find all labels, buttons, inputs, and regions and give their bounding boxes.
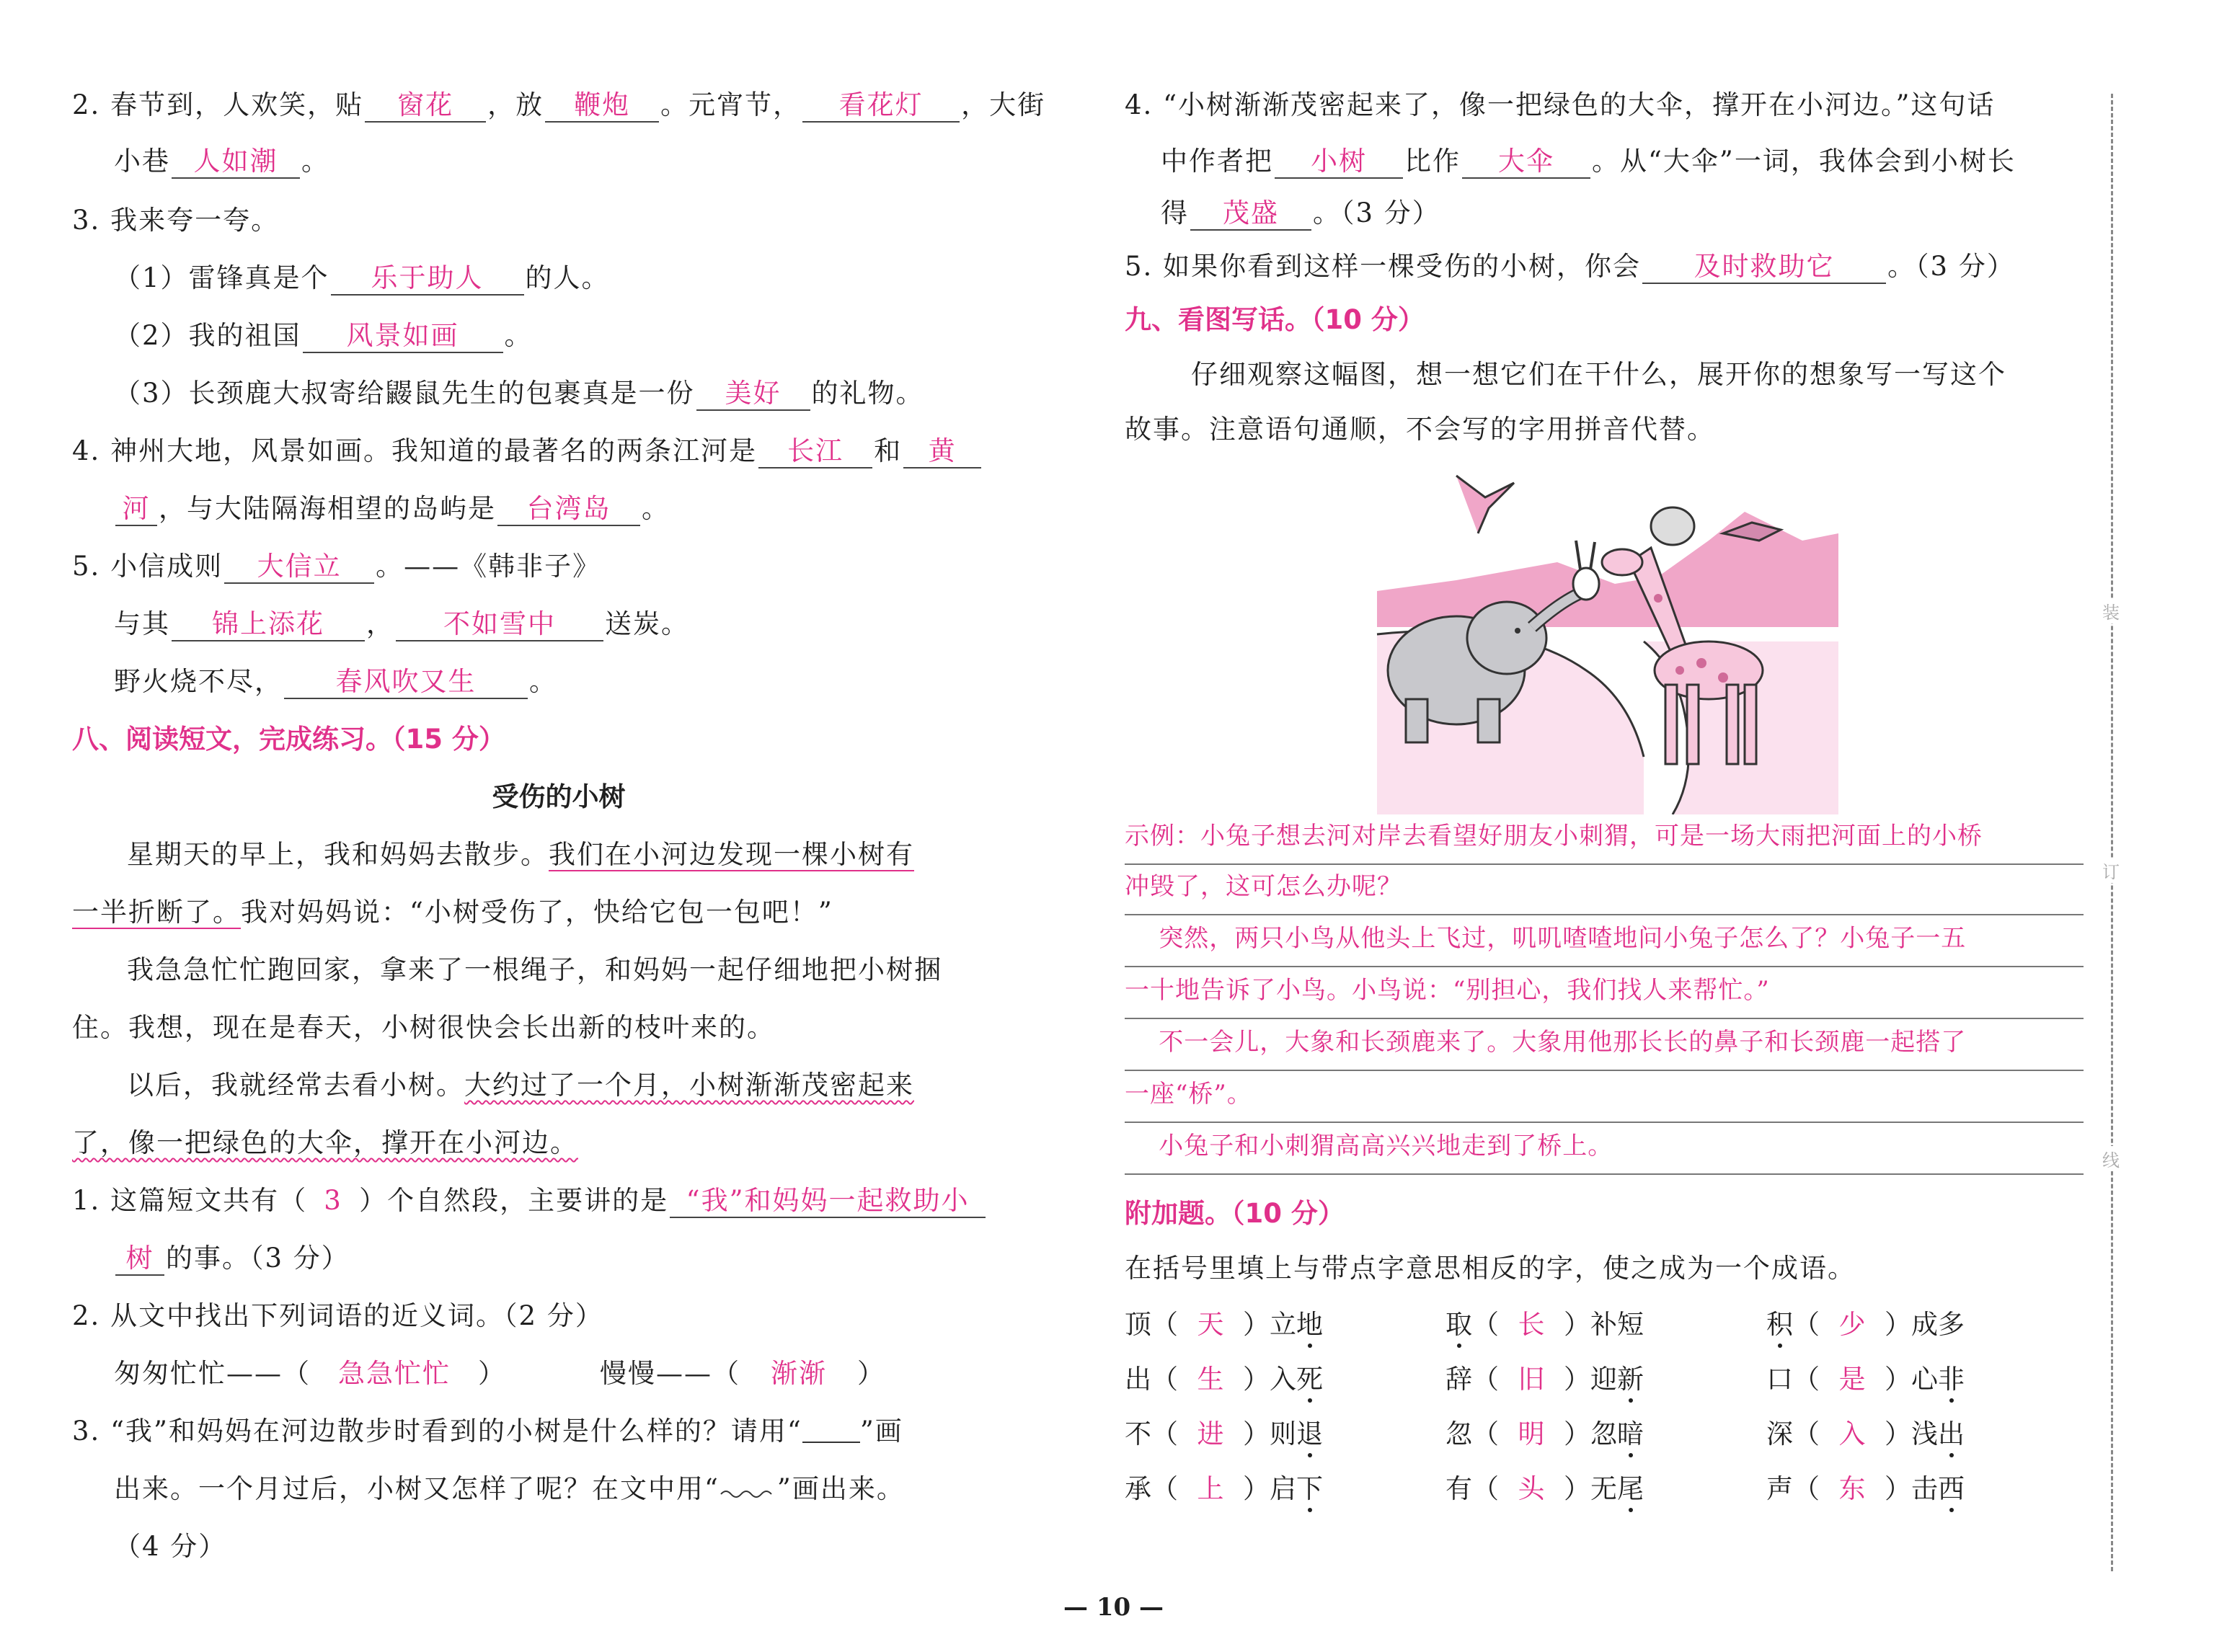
article-p1-line2: 一半折断了。我对妈妈说：“小树受伤了，快给它包一包吧！” bbox=[72, 897, 833, 928]
article-p2-line1: 我急急忙忙跑回家，拿来了一根绳子，和妈妈一起仔细地把小树捆 bbox=[127, 954, 942, 985]
writing-line-4: 一十地告诉了小鸟。小鸟说：“别担心，我们找人来帮忙。” bbox=[1125, 969, 2084, 1019]
q5-line2: 与其 锦上添花 ， 不如雪中 送炭。 bbox=[114, 607, 689, 641]
answer-blank: 及时救助它 bbox=[1642, 251, 1886, 284]
answer-blank: 乐于助人 bbox=[331, 262, 524, 296]
story-illustration bbox=[1370, 454, 1846, 814]
answer-blank: 长江 bbox=[758, 435, 872, 468]
q3-item3: （3）长颈鹿大叔寄给鼹鼠先生的包裹真是一份 美好 的礼物。 bbox=[114, 376, 924, 411]
idiom-item: 有（ 头 ）无尾 bbox=[1445, 1470, 1644, 1508]
answer-blank: 人如潮 bbox=[172, 146, 300, 179]
s8-q3-line1: 3. “我”和妈妈在河边散步时看到的小树是什么样的？请用“ ”画 bbox=[72, 1416, 903, 1447]
s9-instruction-2: 故事。注意语句通顺，不会写的字用拼音代替。 bbox=[1125, 414, 1715, 445]
section-9-title: 九、看图写话。（10 分） bbox=[1125, 304, 1425, 335]
writing-line-6: 一座“桥”。 bbox=[1125, 1073, 2084, 1123]
s8-q1-line2: 树 的事。（3 分） bbox=[114, 1241, 350, 1276]
answer-blank: 大信立 bbox=[224, 551, 374, 584]
s9-instruction-1: 仔细观察这幅图，想一想它们在干什么，展开你的想象写一写这个 bbox=[1191, 359, 2006, 390]
bonus-row bbox=[1125, 1416, 2091, 1453]
answer-blank: 窗花 bbox=[365, 89, 486, 123]
answer-text: 渐渐 bbox=[771, 1358, 827, 1389]
answer-blank: 河 bbox=[115, 493, 157, 526]
answer-blank: 春风吹又生 bbox=[284, 666, 528, 699]
article-title: 受伤的小树 bbox=[492, 781, 626, 812]
idiom-item: 辞（ 旧 ）迎新 bbox=[1445, 1361, 1644, 1398]
writing-line-3: 突然，两只小鸟从他头上飞过，叽叽喳喳地问小兔子怎么了？小兔子一五 bbox=[1125, 917, 2084, 967]
binding-label: 订 bbox=[2098, 858, 2124, 883]
bonus-row bbox=[1125, 1470, 2091, 1508]
answer-blank: 美好 bbox=[696, 378, 810, 411]
underlined-sentence: 我们在小河边发现一棵小树有 bbox=[549, 839, 914, 870]
bonus-row bbox=[1125, 1361, 2091, 1398]
r-q5: 5. 如果你看到这样一棵受伤的小树，你会 及时救助它 。（3 分） bbox=[1125, 249, 2015, 284]
q3-title: 3. 我来夸一夸。 bbox=[72, 205, 280, 236]
q2-line1: 2. 春节到，人欢笑，贴 窗花 ，放 鞭炮 。元宵节， 看花灯 ，大街 bbox=[72, 88, 1045, 123]
answer-blank: 茂盛 bbox=[1190, 197, 1311, 231]
page-number: — 10 — bbox=[1063, 1593, 1164, 1622]
answer-blank: 树 bbox=[115, 1243, 164, 1276]
bonus-instruction: 在括号里填上与带点字意思相反的字，使之成为一个成语。 bbox=[1125, 1253, 1856, 1284]
answer-blank: 大伞 bbox=[1462, 146, 1590, 179]
section-8-title: 八、阅读短文，完成练习。（15 分） bbox=[72, 724, 505, 755]
article-p3-line1: 以后，我就经常去看小树。大约过了一个月，小树渐渐茂密起来 bbox=[127, 1070, 914, 1101]
binding-dashed-line bbox=[2111, 94, 2113, 1571]
r-q4-line3: 得 茂盛 。（3 分） bbox=[1161, 196, 1440, 231]
idiom-item: 取（ 长 ）补短 bbox=[1445, 1306, 1644, 1344]
idiom-item: 不（ 进 ）则退 bbox=[1125, 1416, 1323, 1453]
s8-q3-line2: 出来。一个月过后，小树又怎样了呢？在文中用“ ”画出来。 bbox=[114, 1472, 905, 1506]
wavy-line-symbol bbox=[720, 1474, 777, 1509]
writing-line-7: 小兔子和小刺猬高高兴兴地走到了桥上。 bbox=[1125, 1124, 2084, 1175]
s8-q3-line3: （4 分） bbox=[114, 1531, 227, 1562]
article-p1-line1: 星期天的早上，我和妈妈去散步。我们在小河边发现一棵小树有 bbox=[127, 839, 914, 870]
answer-text: 急急忙忙 bbox=[338, 1358, 451, 1389]
writing-line-5: 不一会儿，大象和长颈鹿来了。大象用他那长长的鼻子和长颈鹿一起搭了 bbox=[1125, 1021, 2084, 1071]
answer-blank: “我”和妈妈一起救助小 bbox=[670, 1185, 986, 1218]
q2-line2: 小巷 人如潮 。 bbox=[114, 144, 329, 179]
s8-q1-line1: 1. 这篇短文共有（ 3 ）个自然段，主要讲的是 “我”和妈妈一起救助小 bbox=[72, 1184, 987, 1218]
article-p2-line2: 住。我想，现在是春天，小树很快会长出新的枝叶来的。 bbox=[72, 1012, 775, 1043]
bonus-title: 附加题。（10 分） bbox=[1125, 1198, 1345, 1229]
idiom-item: 积（ 少 ）成多 bbox=[1766, 1306, 1965, 1344]
idiom-item: 出（ 生 ）入死 bbox=[1125, 1361, 1323, 1398]
wavy-underlined-sentence: 大约过了一个月，小树渐渐茂密起来 bbox=[464, 1070, 914, 1101]
answer-blank: 不如雪中 bbox=[396, 608, 603, 641]
answer-blank: 风景如画 bbox=[303, 320, 503, 353]
binding-label: 装 bbox=[2098, 598, 2124, 623]
q5-line1: 5. 小信成则 大信立 。——《韩非子》 bbox=[72, 549, 601, 584]
q4-line1: 4. 神州大地，风景如画。我知道的最著名的两条江河是 长江 和 黄 bbox=[72, 434, 983, 468]
s8-q2-answers: 匆匆忙忙——（ 急急忙忙 ） 慢慢——（ 渐渐 ） bbox=[114, 1358, 885, 1389]
answer-blank: 鞭炮 bbox=[545, 89, 659, 123]
r-q4-line1: 4. “小树渐渐茂密起来了，像一把绿色的大伞，撑开在小河边。”这句话 bbox=[1125, 89, 1996, 120]
s8-q2-title: 2. 从文中找出下列词语的近义词。（2 分） bbox=[72, 1300, 603, 1331]
answer-blank: 黄 bbox=[903, 435, 981, 468]
writing-line-1: 示例：小兔子想去河对岸去看望好朋友小刺猬，可是一场大雨把河面上的小桥 bbox=[1125, 814, 2084, 865]
idiom-item: 忽（ 明 ）忽暗 bbox=[1445, 1416, 1644, 1453]
idiom-item: 承（ 上 ）启下 bbox=[1125, 1470, 1323, 1508]
idiom-item: 口（ 是 ）心非 bbox=[1766, 1361, 1965, 1398]
article-p3-line2 bbox=[72, 1126, 578, 1160]
q3-item1: （1）雷锋真是个 乐于助人 的人。 bbox=[114, 261, 610, 296]
answer-blank: 台湾岛 bbox=[497, 493, 640, 526]
r-q4-line2: 中作者把 小树 比作 大伞 。从“大伞”一词，我体会到小树长 bbox=[1161, 144, 2016, 179]
wavy-underlined-sentence: 了，像一把绿色的大伞，撑开在小河边。 bbox=[72, 1127, 578, 1158]
q5-line3: 野火烧不尽， 春风吹又生 。 bbox=[114, 665, 557, 699]
straight-line-symbol bbox=[802, 1424, 860, 1443]
bonus-row bbox=[1125, 1306, 2091, 1344]
writing-line-2: 冲毁了，这可怎么办呢？ bbox=[1125, 865, 2084, 915]
underlined-sentence: 一半折断了。 bbox=[72, 897, 241, 928]
answer-blank: 看花灯 bbox=[802, 89, 960, 123]
q3-item2: （2）我的祖国 风景如画 。 bbox=[114, 319, 533, 353]
idiom-item: 深（ 入 ）浅出 bbox=[1766, 1416, 1965, 1453]
idiom-item: 声（ 东 ）击西 bbox=[1766, 1470, 1965, 1508]
answer-blank: 锦上添花 bbox=[172, 608, 365, 641]
binding-label: 线 bbox=[2098, 1146, 2124, 1171]
answer-text: 3 bbox=[324, 1185, 342, 1216]
answer-blank: 小树 bbox=[1275, 146, 1403, 179]
q4-line2: 河 ，与大陆隔海相望的岛屿是 台湾岛 。 bbox=[114, 492, 670, 526]
idiom-item: 顶（ 天 ）立地 bbox=[1125, 1306, 1323, 1344]
